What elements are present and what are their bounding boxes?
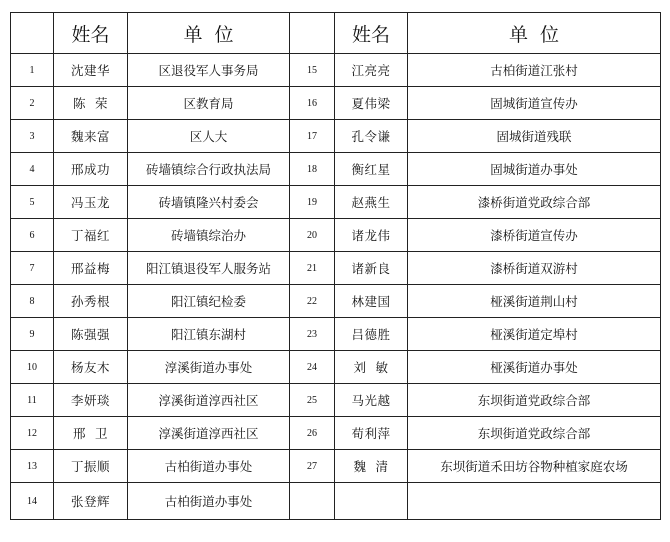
row-number-right: 21 <box>290 252 335 285</box>
header-unit-left: 单 位 <box>128 13 290 54</box>
table-row <box>11 186 661 219</box>
person-name-left: 李妍琰 <box>54 384 128 417</box>
unit-name-left: 区教育局 <box>128 87 290 120</box>
unit-name-right: 东坝街道党政综合部 <box>408 417 661 450</box>
row-number-right: 25 <box>290 384 335 417</box>
unit-name-right: 固城街道宣传办 <box>408 87 661 120</box>
unit-name-left: 区退役军人事务局 <box>128 54 290 87</box>
unit-name-right: 东坝街道党政综合部 <box>408 384 661 417</box>
row-number-right: 20 <box>290 219 335 252</box>
person-name-right: 衡红星 <box>335 153 408 186</box>
person-name-right: 吕德胜 <box>335 318 408 351</box>
row-number-left: 5 <box>11 186 54 219</box>
unit-name-right: 漆桥街道宣传办 <box>408 219 661 252</box>
table-row <box>11 219 661 252</box>
row-number-right: 26 <box>290 417 335 450</box>
row-number-left: 9 <box>11 318 54 351</box>
unit-name-right: 东坝街道禾田坊谷物种植家庭农场 <box>408 450 661 483</box>
person-name-right <box>335 483 408 520</box>
unit-name-right: 桠溪街道办事处 <box>408 351 661 384</box>
row-number-left: 1 <box>11 54 54 87</box>
unit-name-left: 淳溪街道淳西社区 <box>128 384 290 417</box>
row-number-right: 17 <box>290 120 335 153</box>
unit-name-right: 桠溪街道荆山村 <box>408 285 661 318</box>
roster-body <box>11 54 661 520</box>
row-number-left: 8 <box>11 285 54 318</box>
unit-name-right: 固城街道办事处 <box>408 153 661 186</box>
row-number-left: 11 <box>11 384 54 417</box>
person-name-left: 张登辉 <box>54 483 128 520</box>
unit-name-left: 阳江镇退役军人服务站 <box>128 252 290 285</box>
person-name-left: 冯玉龙 <box>54 186 128 219</box>
roster-table <box>10 12 661 520</box>
unit-name-left: 砖墙镇隆兴村委会 <box>128 186 290 219</box>
row-number-right: 16 <box>290 87 335 120</box>
unit-name-right: 固城街道残联 <box>408 120 661 153</box>
table-row <box>11 120 661 153</box>
person-name-right: 江亮亮 <box>335 54 408 87</box>
person-name-left: 陈 荣 <box>54 87 128 120</box>
table-row <box>11 384 661 417</box>
person-name-right: 赵燕生 <box>335 186 408 219</box>
header-row <box>11 13 661 54</box>
table-row <box>11 153 661 186</box>
person-name-left: 邢成功 <box>54 153 128 186</box>
header-unit-right: 单 位 <box>408 13 661 54</box>
person-name-right: 孔令谦 <box>335 120 408 153</box>
row-number-right: 19 <box>290 186 335 219</box>
person-name-left: 魏来富 <box>54 120 128 153</box>
person-name-left: 杨友木 <box>54 351 128 384</box>
person-name-right: 夏伟梁 <box>335 87 408 120</box>
row-number-left: 12 <box>11 417 54 450</box>
unit-name-left: 古柏街道办事处 <box>128 450 290 483</box>
row-number-left: 4 <box>11 153 54 186</box>
unit-name-right: 漆桥街道党政综合部 <box>408 186 661 219</box>
person-name-right: 林建国 <box>335 285 408 318</box>
unit-name-right: 漆桥街道双游村 <box>408 252 661 285</box>
unit-name-left: 淳溪街道淳西社区 <box>128 417 290 450</box>
unit-name-right: 桠溪街道定埠村 <box>408 318 661 351</box>
table-row <box>11 351 661 384</box>
row-number-left: 3 <box>11 120 54 153</box>
header-name-left: 姓名 <box>54 13 128 54</box>
table-row <box>11 87 661 120</box>
unit-name-left: 砖墙镇综合行政执法局 <box>128 153 290 186</box>
unit-name-left: 阳江镇东湖村 <box>128 318 290 351</box>
row-number-right: 23 <box>290 318 335 351</box>
table-row <box>11 54 661 87</box>
unit-name-left: 淳溪街道办事处 <box>128 351 290 384</box>
row-number-right: 22 <box>290 285 335 318</box>
table-row <box>11 450 661 483</box>
row-number-right: 18 <box>290 153 335 186</box>
unit-name-left: 古柏街道办事处 <box>128 483 290 520</box>
table-row <box>11 318 661 351</box>
table-row <box>11 417 661 450</box>
unit-name-left: 阳江镇纪检委 <box>128 285 290 318</box>
person-name-left: 孙秀根 <box>54 285 128 318</box>
table-row <box>11 252 661 285</box>
header-index-right <box>290 13 335 54</box>
unit-name-left: 区人大 <box>128 120 290 153</box>
person-name-right: 刘 敏 <box>335 351 408 384</box>
person-name-left: 丁振顺 <box>54 450 128 483</box>
row-number-left: 14 <box>11 483 54 520</box>
row-number-left: 7 <box>11 252 54 285</box>
person-name-left: 邢益梅 <box>54 252 128 285</box>
person-name-right: 诸新良 <box>335 252 408 285</box>
row-number-left: 6 <box>11 219 54 252</box>
person-name-left: 沈建华 <box>54 54 128 87</box>
person-name-left: 丁福红 <box>54 219 128 252</box>
person-name-right: 魏 清 <box>335 450 408 483</box>
header-name-right: 姓名 <box>335 13 408 54</box>
row-number-left: 10 <box>11 351 54 384</box>
table-row <box>11 285 661 318</box>
header-index-left <box>11 13 54 54</box>
person-name-left: 陈强强 <box>54 318 128 351</box>
person-name-right: 诸龙伟 <box>335 219 408 252</box>
row-number-left: 13 <box>11 450 54 483</box>
person-name-left: 邢 卫 <box>54 417 128 450</box>
person-name-right: 马光越 <box>335 384 408 417</box>
table-row <box>11 483 661 520</box>
row-number-right: 24 <box>290 351 335 384</box>
unit-name-right: 古柏街道江张村 <box>408 54 661 87</box>
row-number-right: 15 <box>290 54 335 87</box>
row-number-right <box>290 483 335 520</box>
unit-name-left: 砖墙镇综治办 <box>128 219 290 252</box>
row-number-left: 2 <box>11 87 54 120</box>
unit-name-right <box>408 483 661 520</box>
row-number-right: 27 <box>290 450 335 483</box>
person-name-right: 荀利萍 <box>335 417 408 450</box>
